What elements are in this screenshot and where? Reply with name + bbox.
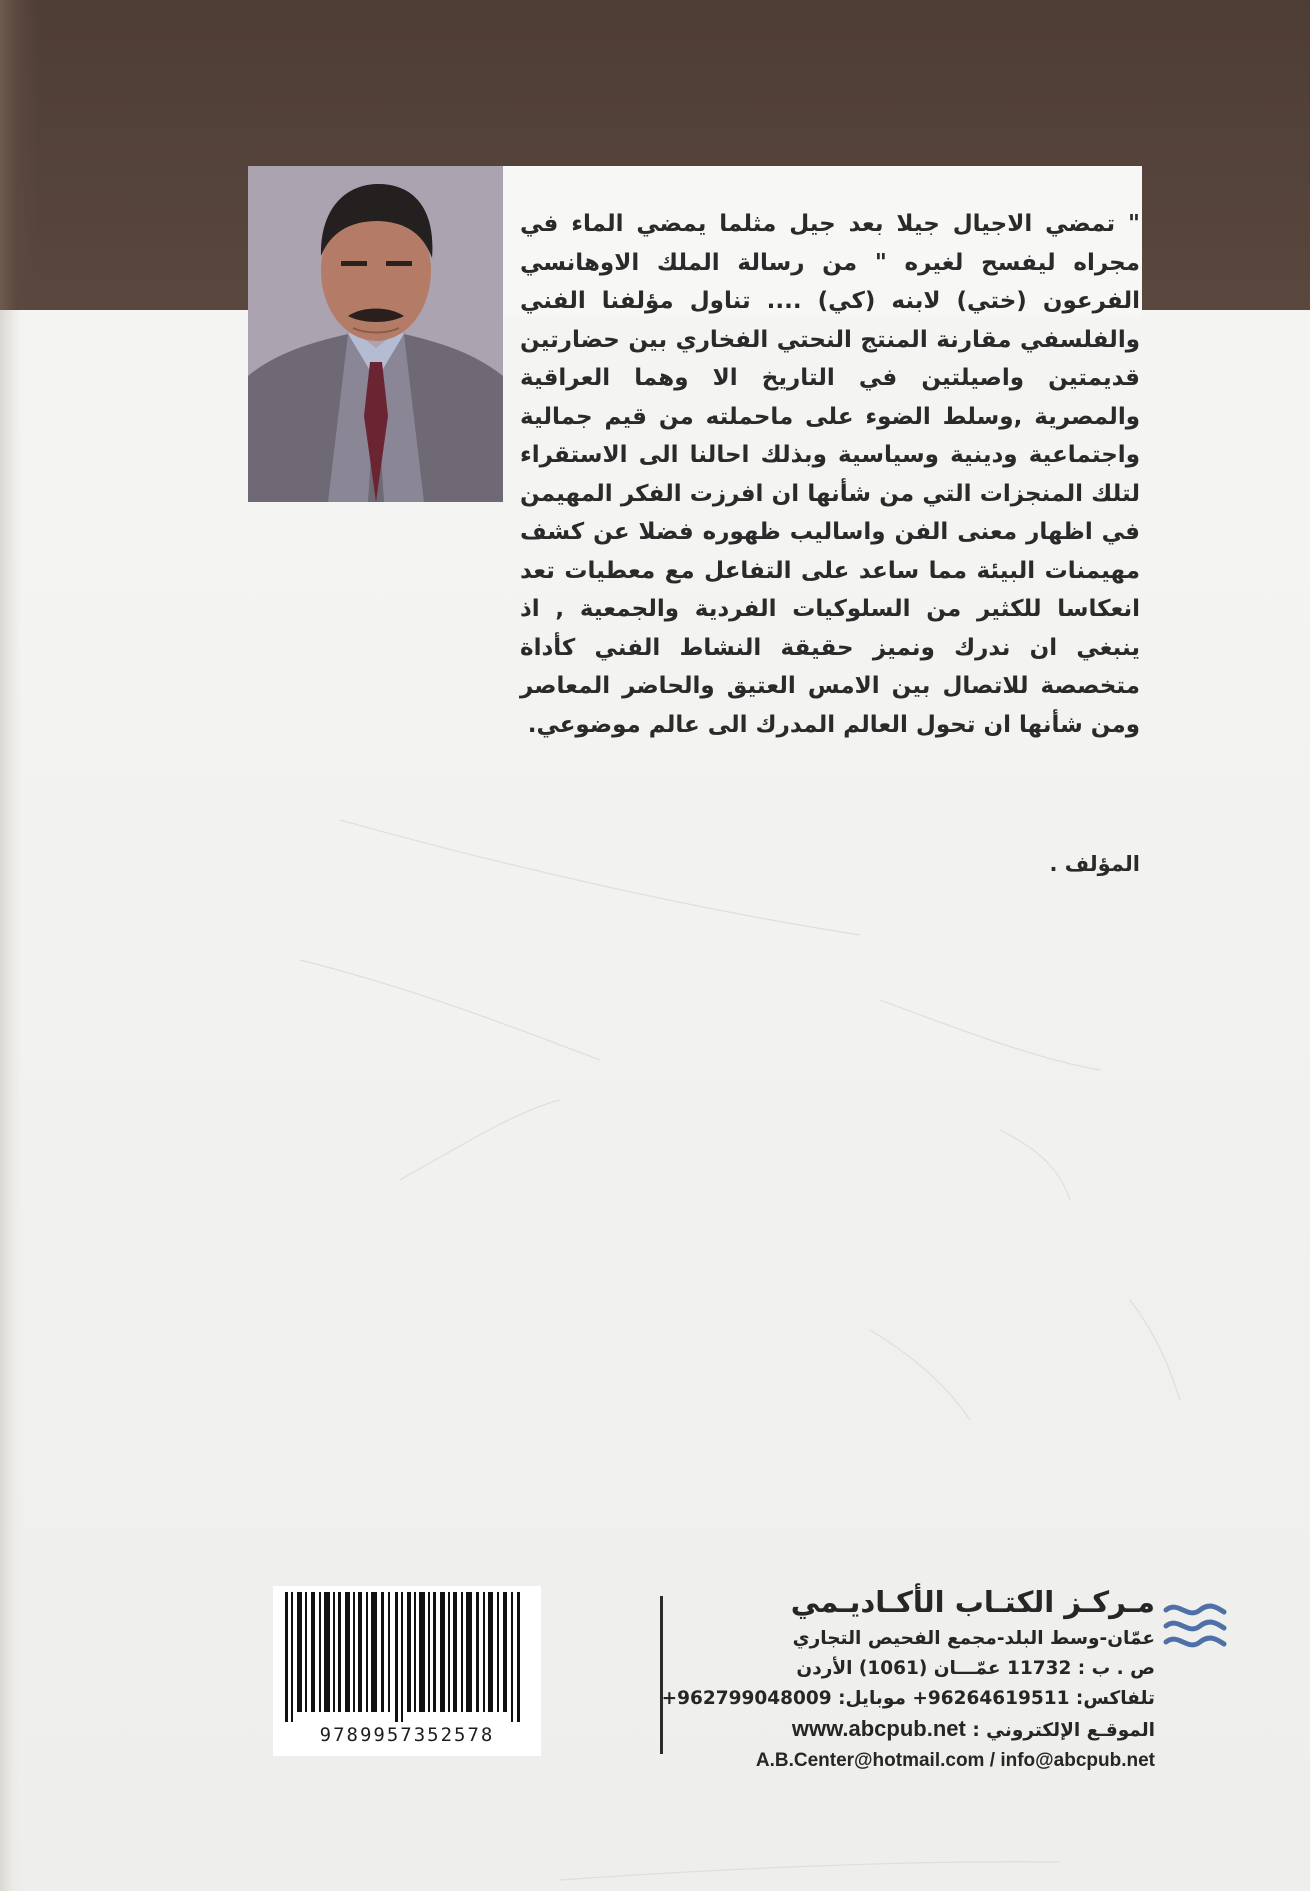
author-signature: المؤلف . <box>1049 852 1140 876</box>
publisher-divider <box>660 1596 663 1754</box>
publisher-po-box: ص . ب : 11732 عمّـــان (1061) الأردن <box>796 1658 1155 1679</box>
mobile-label: موبايل: <box>838 1688 906 1709</box>
barcode <box>273 1586 541 1756</box>
fax-label: تلفاكس: <box>1075 1688 1155 1709</box>
email-link-2: info@abcpub.net <box>1000 1750 1155 1771</box>
publisher-website-line <box>675 1714 1155 1746</box>
email-link-1: A.B.Center@hotmail.com <box>755 1750 985 1771</box>
email-separator: / <box>989 1750 996 1771</box>
mobile-number: +962799048009 <box>661 1688 832 1709</box>
publisher-phones <box>661 1684 1155 1714</box>
barcode-bars <box>281 1592 533 1722</box>
publisher-address: عمّان-وسط البلد-مجمع الفحيص التجاري <box>792 1628 1155 1649</box>
publisher-info <box>661 1580 1155 1776</box>
website-link: www.abcpub.net <box>791 1716 966 1741</box>
fax-number: +96264619511 <box>912 1688 1070 1709</box>
website-label: الموقـع الإلكتروني : <box>972 1720 1155 1741</box>
back-cover-quote: " تمضي الاجيال جيلا بعد جيل مثلما يمضي الماء في مجراه ليفسح لغيره " من رسالة الملك الاوهانسي الفرعون (ختي) لابنه (كي) .... تناول مؤلفنا الفني والفلسفي مقارنة المنتج النحتي الفخاري بين حضارتين قديمتين واصيلتين في التاريخ الا وهما العراقية والمصرية ,وسلط الضوء على ماحملته من قيم جمالية واجتماعية ودينية وسياسية وبذلك احالنا الى الاستقراء لتلك المنجزات التي من شأنها ان افرزت الفكر المهيمن في اظهار معنى الفن واساليب ظهوره فضلا عن كشف مهيمنات البيئة مما ساعد على التفاعل مع معطيات تعد انعكاسا للكثير من السلوكيات الفردية والجمعية , اذ ينبغي ان ندرك ونميز حقيقة النشاط الفني كأداة متخصصة للاتصال بين الامس العتيق والحاضر المعاصر ومن شأنها ان تحول العالم المدرك الى عالم موضوعي. <box>520 211 1140 738</box>
author-portrait-icon <box>248 166 503 502</box>
wave-lines-icon <box>1160 1590 1230 1660</box>
publisher-emails <box>675 1746 1155 1776</box>
isbn-number: 9789957352578 <box>319 1724 495 1746</box>
author-photo <box>248 166 503 502</box>
publisher-name: مـركـز الكتـاب الأكـاديـمي <box>790 1585 1155 1619</box>
